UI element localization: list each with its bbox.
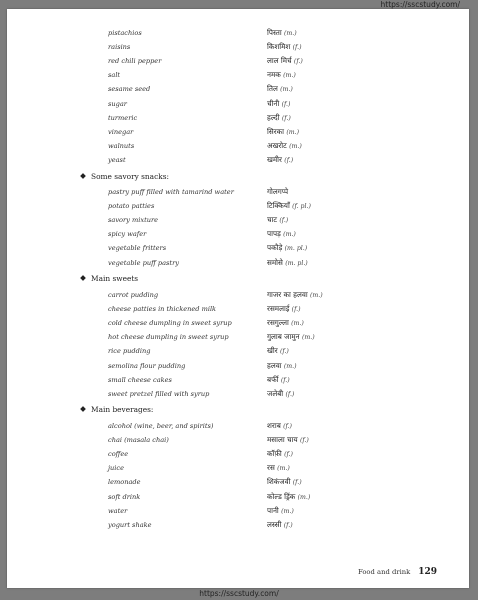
- english-term: vegetable fritters: [108, 244, 167, 253]
- gender-marker: (f.): [283, 423, 292, 430]
- vocab-row: [7, 256, 469, 270]
- snacks-heading: [81, 170, 169, 184]
- hindi-word: समोसे: [267, 257, 283, 267]
- english-term: cold cheese dumpling in sweet syrup: [108, 319, 232, 328]
- english-term: soft drink: [108, 492, 141, 501]
- hindi-term: [267, 111, 291, 126]
- snacks-heading-text: Some savory snacks:: [91, 172, 169, 181]
- hindi-term: [267, 256, 308, 271]
- vocab-row: [7, 241, 469, 255]
- hindi-word: कॉफ़ी: [267, 449, 282, 459]
- hindi-word: गाजर का हलवा: [267, 290, 308, 299]
- gender-marker: (m.): [297, 493, 311, 501]
- gender-marker: (m. pl.): [284, 245, 308, 253]
- hindi-term: [267, 447, 293, 462]
- gender-marker: (f.): [279, 217, 289, 225]
- english-term: raisins: [108, 43, 131, 52]
- hindi-word: हल्दी: [267, 112, 280, 122]
- hindi-word: टिक्कियाँ: [267, 201, 290, 211]
- hindi-term: [267, 82, 293, 97]
- hindi-word: गुलाब जामुन: [267, 332, 300, 342]
- gender-marker: (f. pl.): [292, 203, 311, 211]
- hindi-term: [267, 490, 310, 505]
- hindi-term: [267, 504, 294, 519]
- hindi-term: [267, 433, 309, 448]
- bottom-url: https://sscstudy.com/: [199, 589, 279, 598]
- bullet-icon: [80, 173, 86, 179]
- hindi-word: शिकंजवी: [267, 477, 291, 487]
- top-url: https://sscstudy.com/: [380, 0, 460, 9]
- hindi-word: खीर: [267, 346, 278, 356]
- hindi-term: [267, 40, 302, 55]
- gender-marker: (f.): [283, 521, 293, 529]
- page-footer: [358, 562, 437, 576]
- hindi-term: [267, 68, 296, 83]
- gender-marker: (f.): [284, 156, 294, 164]
- english-term: lemonade: [108, 478, 141, 487]
- english-term: chai (masala chai): [108, 436, 169, 445]
- hindi-word: लाल मिर्च: [267, 56, 292, 66]
- hindi-word: रसमलाई: [267, 304, 290, 314]
- vocab-row: [7, 68, 469, 82]
- vocab-row: [7, 82, 469, 96]
- vocab-row: [7, 475, 469, 489]
- vocab-row: [7, 504, 469, 518]
- gender-marker: (m.): [277, 465, 290, 473]
- hindi-term: [267, 153, 293, 168]
- hindi-word: अखरोट: [267, 140, 287, 150]
- gender-marker: (m.): [283, 72, 296, 80]
- hindi-term: [267, 373, 290, 388]
- vocab-row: [7, 419, 469, 433]
- hindi-term: [267, 139, 302, 154]
- vocab-row: [7, 97, 469, 111]
- gender-marker: (m.): [309, 292, 323, 299]
- hindi-word: रस: [267, 463, 275, 473]
- hindi-word: तिल: [267, 84, 278, 94]
- vocab-row: [7, 139, 469, 153]
- vocab-row: [7, 213, 469, 227]
- hindi-term: [267, 241, 307, 256]
- english-term: turmeric: [108, 113, 138, 122]
- hindi-word: पकौड़े: [267, 243, 283, 253]
- gender-marker: (m.): [281, 507, 294, 515]
- vocab-row: [7, 302, 469, 316]
- gender-marker: (m.): [291, 320, 304, 328]
- hindi-word: नमक: [267, 70, 281, 80]
- gender-marker: (f.): [284, 451, 293, 459]
- vocab-row: [7, 518, 469, 532]
- hindi-word: जलेबी: [267, 388, 284, 398]
- hindi-word: पिस्ता: [267, 28, 282, 37]
- gender-marker: (f.): [293, 58, 303, 66]
- sweets-heading: [81, 272, 138, 286]
- english-term: vinegar: [108, 127, 134, 136]
- hindi-term: [267, 302, 301, 317]
- vocab-row: [7, 344, 469, 358]
- english-term: cheese patties in thickened milk: [108, 305, 217, 314]
- hindi-term: [267, 26, 297, 41]
- vocab-row: [7, 227, 469, 241]
- hindi-word: चीनी: [267, 98, 280, 108]
- vocab-row: [7, 40, 469, 54]
- hindi-term: [267, 316, 304, 331]
- english-term: potato patties: [108, 202, 155, 211]
- gender-marker: (m.): [283, 231, 296, 239]
- vocab-row: [7, 447, 469, 461]
- hindi-word: रसगुल्ला: [267, 318, 289, 328]
- english-term: small cheese cakes: [108, 375, 172, 384]
- english-term: spicy wafer: [108, 230, 147, 239]
- hindi-term: [267, 185, 288, 199]
- vocab-row: [7, 316, 469, 330]
- hindi-word: सिरका: [267, 126, 285, 136]
- sweets-heading-text: Main sweets: [91, 274, 139, 283]
- english-term: vegetable puff pastry: [108, 258, 179, 267]
- hindi-term: [267, 387, 294, 402]
- english-term: sesame seed: [108, 85, 151, 94]
- book-page: [7, 9, 469, 588]
- vocab-row: [7, 330, 469, 344]
- english-term: semolina flour pudding: [108, 361, 186, 370]
- vocab-row: [7, 199, 469, 213]
- gender-marker: (f.): [299, 437, 309, 445]
- hindi-word: खमीर: [267, 154, 282, 164]
- english-term: savory mixture: [108, 216, 159, 225]
- gender-marker: (f.): [292, 479, 302, 487]
- gender-marker: (m.): [286, 128, 300, 136]
- english-term: juice: [108, 464, 124, 473]
- hindi-word: कोल्ड ड्रिंक: [267, 491, 296, 501]
- gender-marker: (m.): [280, 86, 293, 94]
- gender-marker: (f.): [281, 100, 291, 108]
- english-term: carrot pudding: [108, 291, 159, 299]
- english-term: coffee: [108, 450, 129, 459]
- hindi-word: पानी: [267, 505, 279, 515]
- vocab-row: [7, 461, 469, 475]
- gender-marker: (m.): [301, 334, 315, 342]
- vocab-row: [7, 185, 469, 199]
- gender-marker: (f.): [281, 114, 291, 122]
- hindi-term: [267, 54, 303, 69]
- gender-marker: (m.): [283, 362, 297, 370]
- hindi-term: [267, 199, 311, 214]
- gender-marker: (f.): [292, 44, 302, 52]
- hindi-term: [267, 330, 315, 345]
- vocab-row: [7, 490, 469, 504]
- hindi-word: किशमिश: [267, 42, 291, 52]
- hindi-term: [267, 518, 293, 533]
- english-term: yogurt shake: [108, 520, 152, 529]
- hindi-term: [267, 461, 290, 476]
- vocab-row: [7, 373, 469, 387]
- footer-label: Food and drink: [358, 568, 411, 576]
- vocab-row: [7, 153, 469, 167]
- bullet-icon: [80, 275, 86, 281]
- hindi-word: गोलगप्पे: [267, 187, 289, 196]
- english-term: pastry puff filled with tamarind water: [108, 188, 234, 196]
- hindi-term: [267, 97, 290, 112]
- hindi-term: [267, 475, 302, 490]
- vocab-row: [7, 387, 469, 401]
- english-term: sugar: [108, 99, 127, 108]
- hindi-word: पापड़: [267, 229, 281, 239]
- hindi-term: [267, 227, 296, 242]
- hindi-word: बर्फी: [267, 374, 279, 384]
- hindi-term: [267, 288, 323, 303]
- vocab-row: [7, 359, 469, 373]
- english-term: water: [108, 506, 128, 515]
- beverages-heading-text: Main beverages:: [91, 405, 154, 414]
- english-term: hot cheese dumpling in sweet syrup: [108, 333, 229, 342]
- gender-marker: (f.): [285, 390, 295, 398]
- beverages-heading: [81, 403, 153, 417]
- vocab-row: [7, 111, 469, 125]
- page-number: 129: [418, 567, 438, 577]
- vocab-row: [7, 288, 469, 302]
- gender-marker: (f.): [280, 376, 290, 384]
- gender-marker: (f.): [279, 348, 289, 356]
- english-term: pistachios: [108, 29, 142, 37]
- english-term: rice pudding: [108, 347, 151, 356]
- english-term: sweet pretzel filled with syrup: [108, 389, 210, 398]
- hindi-term: [267, 213, 288, 228]
- english-term: red chili pepper: [108, 57, 162, 66]
- hindi-term: [267, 359, 297, 374]
- hindi-term: [267, 419, 292, 434]
- bullet-icon: [80, 406, 86, 412]
- hindi-word: चाट: [267, 215, 278, 225]
- hindi-word: शराब: [267, 421, 281, 430]
- english-term: alcohol (wine, beer, and spirits): [108, 422, 214, 430]
- gender-marker: (m. pl.): [285, 259, 308, 267]
- hindi-word: मसाला चाय: [267, 435, 298, 445]
- hindi-word: हलवा: [267, 360, 282, 370]
- gender-marker: (m.): [289, 142, 302, 150]
- vocab-row: [7, 433, 469, 447]
- hindi-word: लस्सी: [267, 519, 282, 529]
- vocab-row: [7, 26, 469, 40]
- hindi-term: [267, 125, 299, 140]
- vocab-row: [7, 54, 469, 68]
- gender-marker: (m.): [284, 30, 297, 37]
- english-term: salt: [108, 71, 121, 80]
- vocab-row: [7, 125, 469, 139]
- english-term: walnuts: [108, 141, 135, 150]
- gender-marker: (f.): [291, 306, 301, 314]
- hindi-term: [267, 344, 289, 359]
- english-term: yeast: [108, 155, 126, 164]
